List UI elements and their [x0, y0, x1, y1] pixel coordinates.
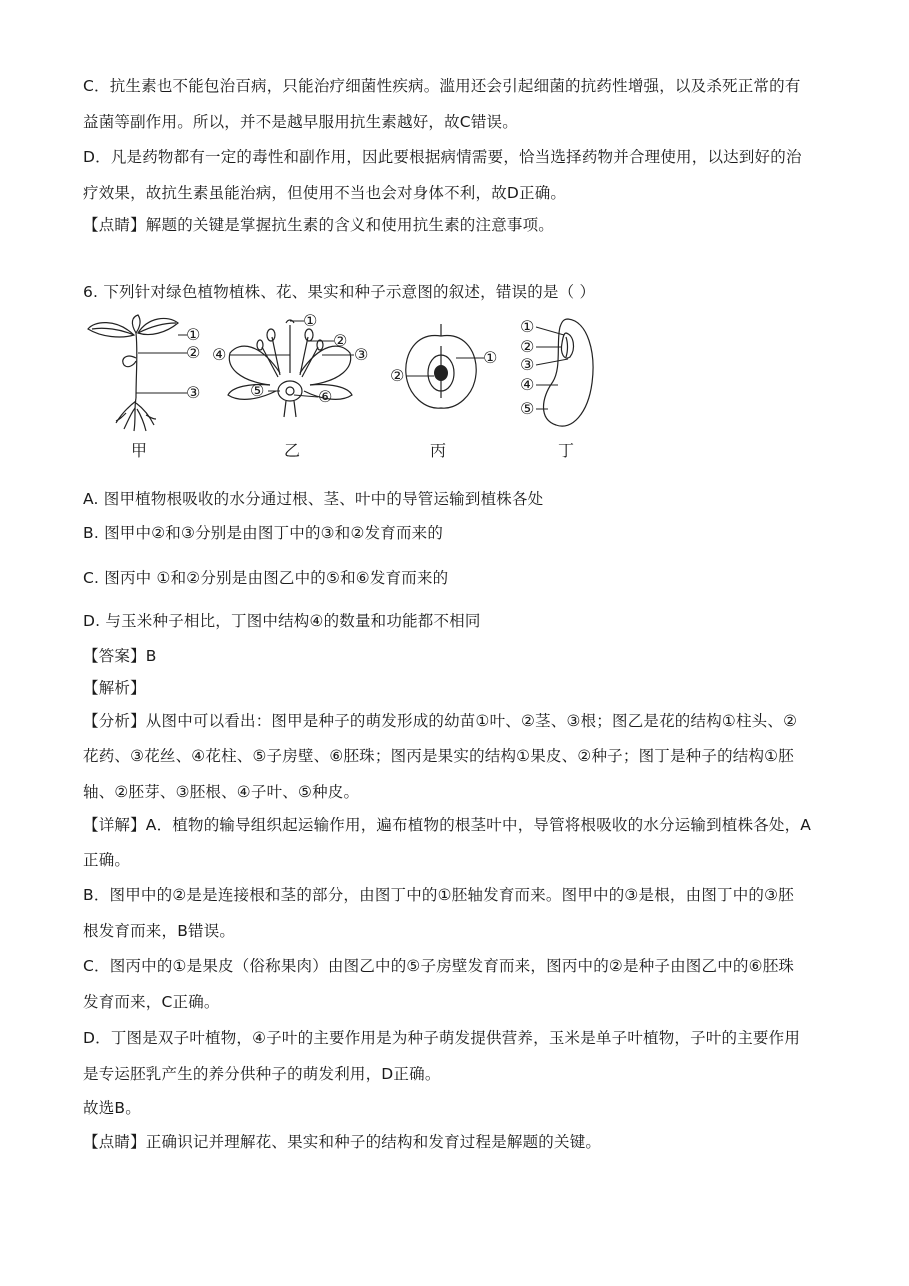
yi-label-2: ②	[333, 331, 348, 350]
fenxi-line2: 花药、③花丝、④花柱、⑤子房壁、⑥胚珠；图丙是果实的结构①果皮、②种子；图丁是种子的结构①胚	[83, 747, 794, 765]
option-d: D. 与玉米种子相比，丁图中结构④的数量和功能都不相同	[83, 612, 481, 630]
figure-ding-seed	[516, 313, 606, 433]
figure-bing-fruit	[386, 318, 506, 418]
figure-jia-caption: 甲	[131, 441, 148, 460]
figure-bing-caption: 丙	[430, 441, 447, 460]
answer-line: 【答案】B	[83, 647, 157, 665]
yi-label-6: ⑥	[318, 387, 333, 406]
question-stem: 6. 下列针对绿色植物植株、花、果实和种子示意图的叙述，错误的是（ ）	[83, 283, 596, 301]
yi-label-4: ④	[212, 345, 227, 364]
ding-label-3: ③	[520, 355, 535, 374]
prev-option-c-line1: C．抗生素也不能包治百病，只能治疗细菌性疾病。滥用还会引起细菌的抗药性增强，以及杀死正常的有	[83, 77, 801, 95]
figure-jia-seedling	[86, 313, 216, 433]
xiangjie-line1: 【详解】A．植物的输导组织起运输作用，遍布植物的根茎叶中，导管将根吸收的水分运输到植株各处，A	[83, 816, 812, 834]
bing-label-2: ②	[390, 366, 405, 385]
ding-label-2: ②	[520, 337, 535, 356]
figure-yi-flower	[210, 313, 370, 418]
xiangjie-line2: 正确。	[83, 851, 131, 869]
figure-yi-caption: 乙	[284, 441, 301, 460]
bing-label-1: ①	[483, 348, 498, 367]
ding-label-4: ④	[520, 375, 535, 394]
prev-option-c-line2: 益菌等副作用。所以，并不是越早服用抗生素越好，故C错误。	[83, 113, 518, 131]
option-a: A. 图甲植物根吸收的水分通过根、茎、叶中的导管运输到植株各处	[83, 490, 544, 508]
flower-drawing	[210, 313, 370, 418]
prev-option-d-line1: D．凡是药物都有一定的毒性和副作用，因此要根据病情需要，恰当选择药物并合理使用，以达到好的治	[83, 148, 802, 166]
option-c: C. 图丙中 ①和②分别是由图乙中的⑤和⑥发育而来的	[83, 569, 449, 587]
detail-b-line2: 根发育而来，B错误。	[83, 922, 236, 940]
yi-label-3: ③	[354, 345, 369, 364]
detail-c-line2: 发育而来，C正确。	[83, 993, 220, 1011]
figure-ding-caption: 丁	[558, 441, 575, 460]
ding-label-1: ①	[520, 317, 535, 336]
analysis-heading: 【解析】	[83, 679, 146, 697]
fenxi-line3: 轴、②胚芽、③胚根、④子叶、⑤种皮。	[83, 783, 360, 801]
yi-label-5: ⑤	[250, 381, 265, 400]
yi-label-1: ①	[303, 311, 318, 330]
jia-label-2: ②	[186, 343, 201, 362]
ding-label-5: ⑤	[520, 399, 535, 418]
answer-tip: 【点睛】正确识记并理解花、果实和种子的结构和发育过程是解题的关键。	[83, 1133, 602, 1151]
detail-d-line1: D．丁图是双子叶植物，④子叶的主要作用是为种子萌发提供营养，玉米是单子叶植物，子叶的主要作用	[83, 1029, 801, 1047]
prev-tip: 【点睛】解题的关键是掌握抗生素的含义和使用抗生素的注意事项。	[83, 216, 555, 234]
detail-c-line1: C．图丙中的①是果皮（俗称果肉）由图乙中的⑤子房壁发育而来，图丙中的②是种子由图乙中的⑥胚珠	[83, 957, 795, 975]
option-b: B. 图甲中②和③分别是由图丁中的③和②发育而来的	[83, 524, 444, 542]
prev-option-d-line2: 疗效果，故抗生素虽能治病，但使用不当也会对身体不利，故D正确。	[83, 184, 567, 202]
fenxi-line1: 【分析】从图中可以看出：图甲是种子的萌发形成的幼苗①叶、②茎、③根；图乙是花的结构①柱头、②	[83, 712, 798, 730]
jia-label-3: ③	[186, 383, 201, 402]
detail-d-line2: 是专运胚乳产生的养分供种子的萌发利用，D正确。	[83, 1065, 441, 1083]
choose-line: 故选B。	[83, 1099, 141, 1117]
jia-label-1: ①	[186, 325, 201, 344]
detail-b-line1: B．图甲中的②是是连接根和茎的部分，由图丁中的①胚轴发育而来。图甲中的③是根，由图丁中的③胚	[83, 886, 794, 904]
